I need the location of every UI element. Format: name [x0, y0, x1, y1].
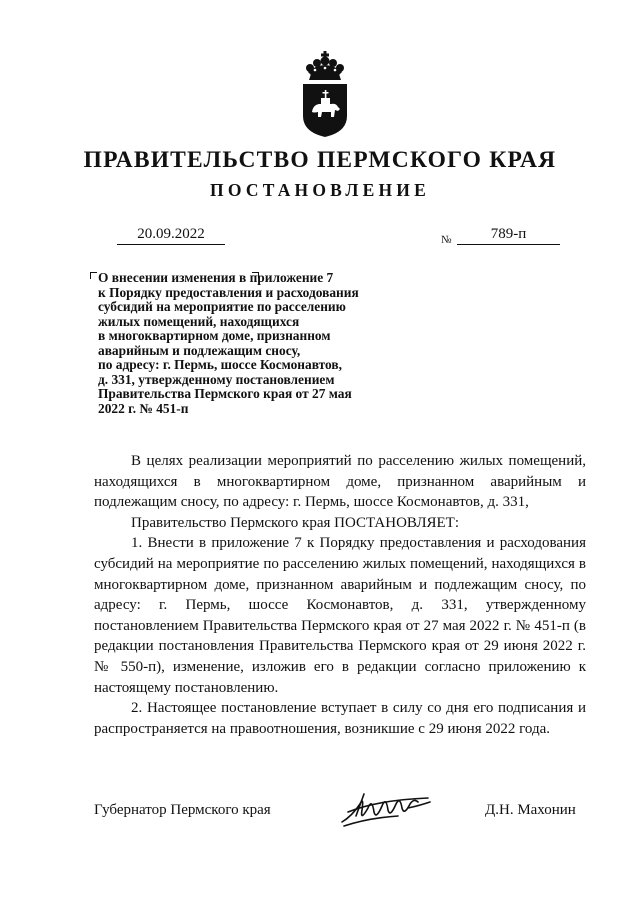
title-line: жилых помещений, находящихся [98, 313, 300, 329]
title-line: аварийным и подлежащим сносу, [98, 342, 301, 358]
title-line: субсидий на мероприятие по расселению [98, 299, 346, 314]
document-date: 20.09.2022 [117, 226, 225, 245]
body-paragraph-preamble: В целях реализации мероприятий по расселению жилых помещений, находящихся в многоквартирном доме, признанном аварийным и подлежащим сносу, по адресу: г. Пермь, шоссе Космонавтов, д. 331, [94, 453, 586, 511]
document-body [94, 451, 586, 739]
title-line: в многоквартирном доме, признанном [98, 328, 331, 343]
perm-krai-coat-of-arms-icon [295, 50, 355, 138]
document-number: 789-п [457, 226, 560, 245]
title-line: по адресу: г. Пермь, шоссе Космонавтов, [98, 357, 342, 372]
title-line: к Порядку предоставления и расходования [98, 284, 359, 300]
signatory-position: Губернатор Пермского края [94, 802, 271, 818]
title-line: О внесении изменения в приложение 7 [98, 270, 334, 285]
signatory-name: Д.Н. Махонин [485, 802, 576, 818]
organization-heading: ПРАВИТЕЛЬСТВО ПЕРМСКОГО КРАЯ [83, 147, 557, 173]
handwritten-signature [338, 786, 434, 830]
title-line: Правительства Пермского края от 27 мая [98, 386, 352, 401]
title-line: д. 331, утвержденному постановлением [98, 371, 335, 387]
body-paragraph-item-2: 2. Настоящее постановление вступает в силу со дня его подписания и распространяется на правоотношения, возникшие с 29 июня 2022 года. [94, 700, 586, 737]
document-type-heading: ПОСТАНОВЛЕНИЕ [210, 180, 430, 200]
document-title [98, 271, 408, 416]
title-corner-mark-left [90, 272, 97, 279]
title-line: 2022 г. № 451-п [98, 400, 189, 416]
document-number-label: № [441, 234, 452, 246]
body-paragraph-item-1: 1. Внести в приложение 7 к Порядку предоставления и расходования субсидий на мероприятие по расселению жилых помещений, находящихся в многоквартирном доме, признанном аварийным и подлежащим сносу, по адресу: г. Пермь, шоссе Космонавтов, д. 331, утвержденному постановлением Правительства Пермского края от 27 мая 2022 г. № 451-п (в редакции постановления Правительства Пермского края от 29 июня 2022 г. № 550-п), изменение, изложив его в редакции согласно приложению к настоящему постановлению. [94, 535, 586, 696]
body-paragraph-resolves: Правительство Пермского края ПОСТАНОВЛЯЕТ: [131, 514, 460, 531]
